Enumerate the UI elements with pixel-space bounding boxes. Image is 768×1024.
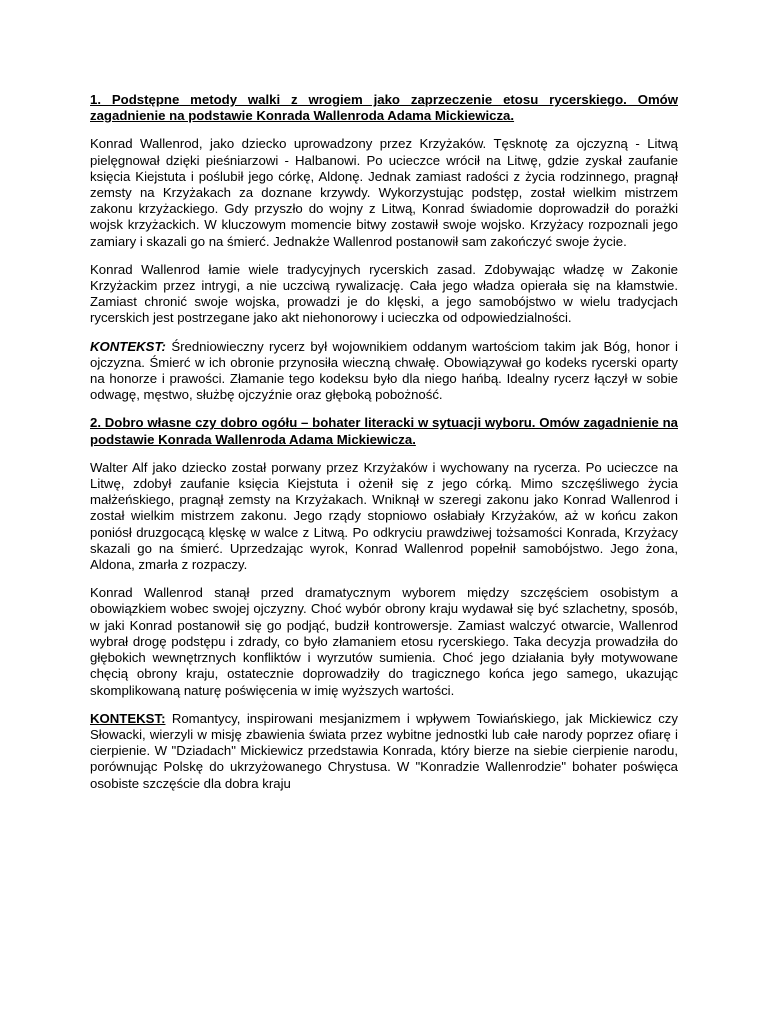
- kontekst-label: KONTEKST:: [90, 710, 166, 726]
- section-2-paragraph-1: Walter Alf jako dziecko został porwany przez Krzyżaków i wychowany na rycerza. Po ucieczce na Litwę, zdobył zaufanie księcia Kiejstuta i ożenił się z jego córką. Mimo szczęśliwego życia małżeńskiego, pragnął zemsty na Krzyżakach. Wniknął w szeregi zakonu jako Konrad Wallenrod i został wielkim mistrzem zakonu. Jego rządy stopniowo osłabiały Krzyżaków, aż w końcu zakon poniósł druzgocącą klęskę w walce z Litwą. Po odkryciu prawdziwej tożsamości Konrada, Krzyżacy skazali go na śmierć. Uprzedzając wyrok, Konrad Wallenrod popełnił samobójstwo. Jego żona, Aldona, zmarła z rozpaczy.: [90, 459, 678, 573]
- section-2-heading: 2. Dobro własne czy dobro ogółu – bohater literacki w sytuacji wyboru. Omów zagadnienie na podstawie Konrada Wallenroda Adama Mickiewicza.: [90, 415, 678, 447]
- section-2-kontekst: [90, 711, 678, 792]
- section-2-paragraph-2: Konrad Wallenrod stanął przed dramatycznym wyborem między szczęściem osobistym a obowiązkiem wobec swojej ojczyzny. Choć wybór obrony kraju wydawał się być szlachetny, sposób, w jaki Konrad postanowił się go podjąć, budził kontrowersje. Zamiast walczyć otwarcie, Wallenrod wybrał drogę podstępu i zdrady, co było złamaniem etosu rycerskiego. Taka decyzja prowadziła do głębokich wewnętrznych konfliktów i wyrzutów sumienia. Choć jego działania były motywowane chęcią obrony kraju, ostatecznie doprowadziły do tragicznego końca jego samego, ukazując skomplikowaną naturę poświęcenia w imię wyższych wartości.: [90, 585, 678, 698]
- section-1-paragraph-2: Konrad Wallenrod łamie wiele tradycyjnych rycerskich zasad. Zdobywając władzę w Zakonie Krzyżackim przez intrygi, a nie uczciwą rywalizację. Cała jego władza opierała się na kłamstwie. Zamiast chronić swoje wojska, prowadzi je do klęski, a jego samobójstwo w wielu tradycjach rycerskich jest postrzegane jako akt niehonorowy i ucieczka od odpowiedzialności.: [90, 261, 678, 326]
- section-1-paragraph-1: Konrad Wallenrod, jako dziecko uprowadzony przez Krzyżaków. Tęsknotę za ojczyzną - Litwą pielęgnował dzięki pieśniarzowi - Halbanowi. Po ucieczce wrócił na Litwę, gdzie zyskał zaufanie księcia Kiejstuta i poślubił jego córkę, Aldonę. Jednak zamiast radości z życia rodzinnego, pragnął zemsty na Krzyżakach za doznane krzywdy. Wykorzystując podstęp, został wielkim mistrzem zakonu krzyżackiego. Gdy przyszło do wojny z Litwą, Konrad świadomie doprowadził do porażki wojsk krzyżackich. W kluczowym momencie bitwy zostawił swoje wojsko. Krzyżacy rozpoznali jego zamiary i skazali go na śmierć. Jednakże Wallenrod postanowił sam zakończyć swoje życie.: [90, 136, 678, 249]
- kontekst-text: Średniowieczny rycerz był wojownikiem oddanym wartościom takim jak Bóg, honor i ojczyzna. Śmierć w ich obronie przynosiła wieczną chwałę. Obowiązywał go kodeks rycerski oparty na honorze i prawości. Złamanie tego kodeksu było dla niego hańbą. Idealny rycerz łączył w sobie odwagę, męstwo, służbę ojczyźnie oraz głęboką pobożność.: [90, 338, 678, 403]
- kontekst-label: KONTEKST:: [90, 338, 166, 354]
- section-1-heading: 1. Podstępne metody walki z wrogiem jako zaprzeczenie etosu rycerskiego. Omów zagadnienie na podstawie Konrada Wallenroda Adama Mickiewicza.: [90, 92, 678, 124]
- kontekst-text: Romantycy, inspirowani mesjanizmem i wpływem Towiańskiego, jak Mickiewicz czy Słowacki, wierzyli w misję zbawienia świata przez wybitne jednostki lub całe narody poprzez ofiarę i cierpienie. W "Dziadach" Mickiewicz przedstawia Konrada, który bierze na siebie cierpienie narodu, porównując Polskę do ukrzyżowanego Chrystusa. W "Konradzie Wallenrodzie" bohater poświęca osobiste szczęście dla dobra kraju: [90, 710, 678, 791]
- document-page: [90, 92, 678, 804]
- section-1-kontekst: [90, 339, 678, 404]
